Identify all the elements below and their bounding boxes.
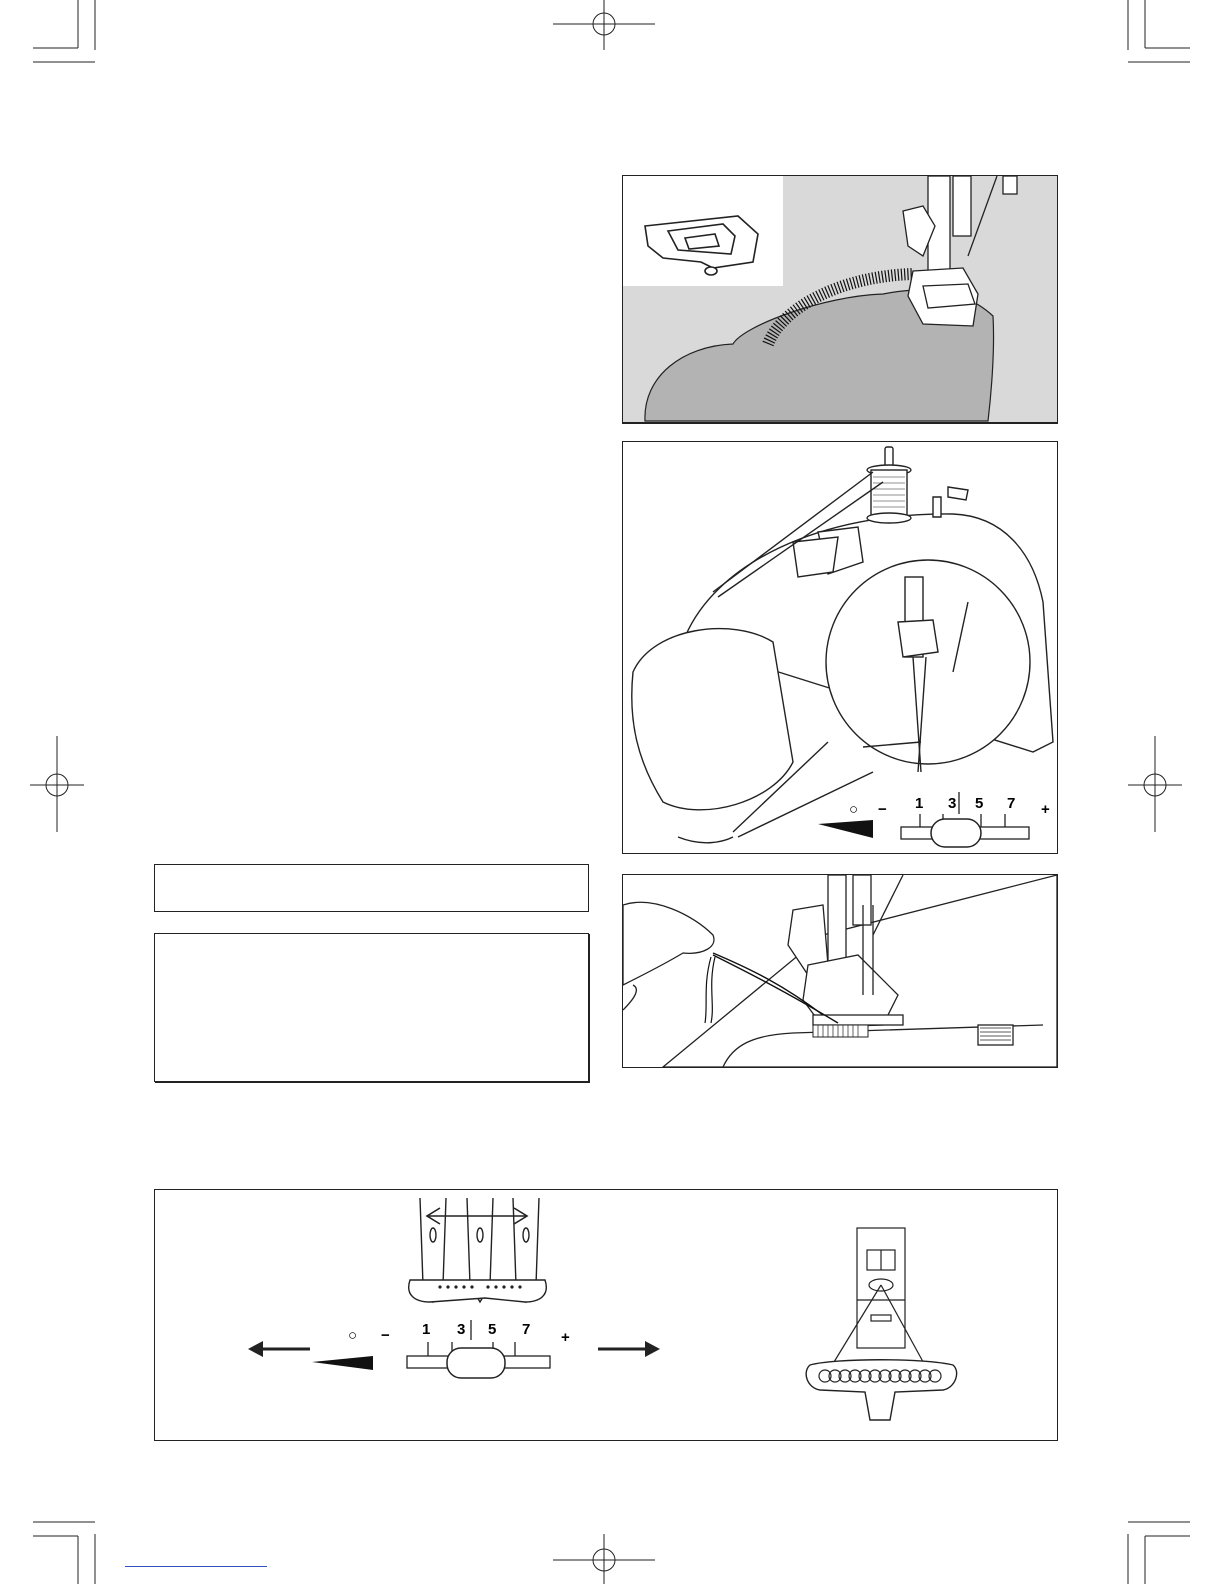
needle-position-diagram xyxy=(155,1190,1057,1440)
figure-holding-threads xyxy=(622,874,1058,1068)
note-box-large xyxy=(154,933,589,1082)
figure-needle-position xyxy=(154,1189,1058,1441)
registration-mark-icon xyxy=(1128,736,1182,832)
dial-zero: ○ xyxy=(348,1327,358,1344)
arrow-right-icon xyxy=(598,1341,660,1357)
dial-tick-5: 5 xyxy=(975,795,984,812)
figure-satin-stitch xyxy=(622,175,1058,424)
registration-mark-icon xyxy=(553,0,655,50)
dial-tick-5: 5 xyxy=(488,1321,497,1338)
width-wedge xyxy=(818,820,873,838)
dial-tick-3: 3 xyxy=(457,1321,466,1338)
arrow-left-icon xyxy=(248,1341,310,1357)
presser-foot-icon xyxy=(857,1228,905,1348)
figure-machine-threading xyxy=(622,441,1058,854)
note-box-small xyxy=(154,864,589,912)
registration-mark-icon xyxy=(30,736,84,832)
crop-mark-icon xyxy=(33,0,95,62)
dial-plus: + xyxy=(1041,801,1050,818)
crop-mark-icon xyxy=(1128,1522,1190,1584)
footer-underline xyxy=(125,1566,267,1567)
dial-knob xyxy=(931,819,981,847)
dial-minus: − xyxy=(878,801,887,818)
crop-mark-icon xyxy=(33,1522,95,1584)
dial-tick-7: 7 xyxy=(522,1321,531,1338)
dial-tick-7: 7 xyxy=(1007,795,1016,812)
registration-mark-icon xyxy=(553,1534,655,1584)
dial-tick-3: 3 xyxy=(948,795,957,812)
dial-tick-1: 1 xyxy=(422,1321,431,1338)
machine-threading-illustration xyxy=(623,442,1057,853)
dial-knob xyxy=(447,1348,505,1378)
holding-threads-illustration xyxy=(623,875,1057,1067)
crop-mark-icon xyxy=(1128,0,1190,62)
width-wedge xyxy=(312,1356,373,1370)
dial-minus: − xyxy=(381,1327,390,1344)
satin-stitch-illustration xyxy=(623,176,1057,422)
dial-tick-1: 1 xyxy=(915,795,924,812)
dial-zero: ○ xyxy=(849,801,859,818)
dial-plus: + xyxy=(561,1329,570,1346)
